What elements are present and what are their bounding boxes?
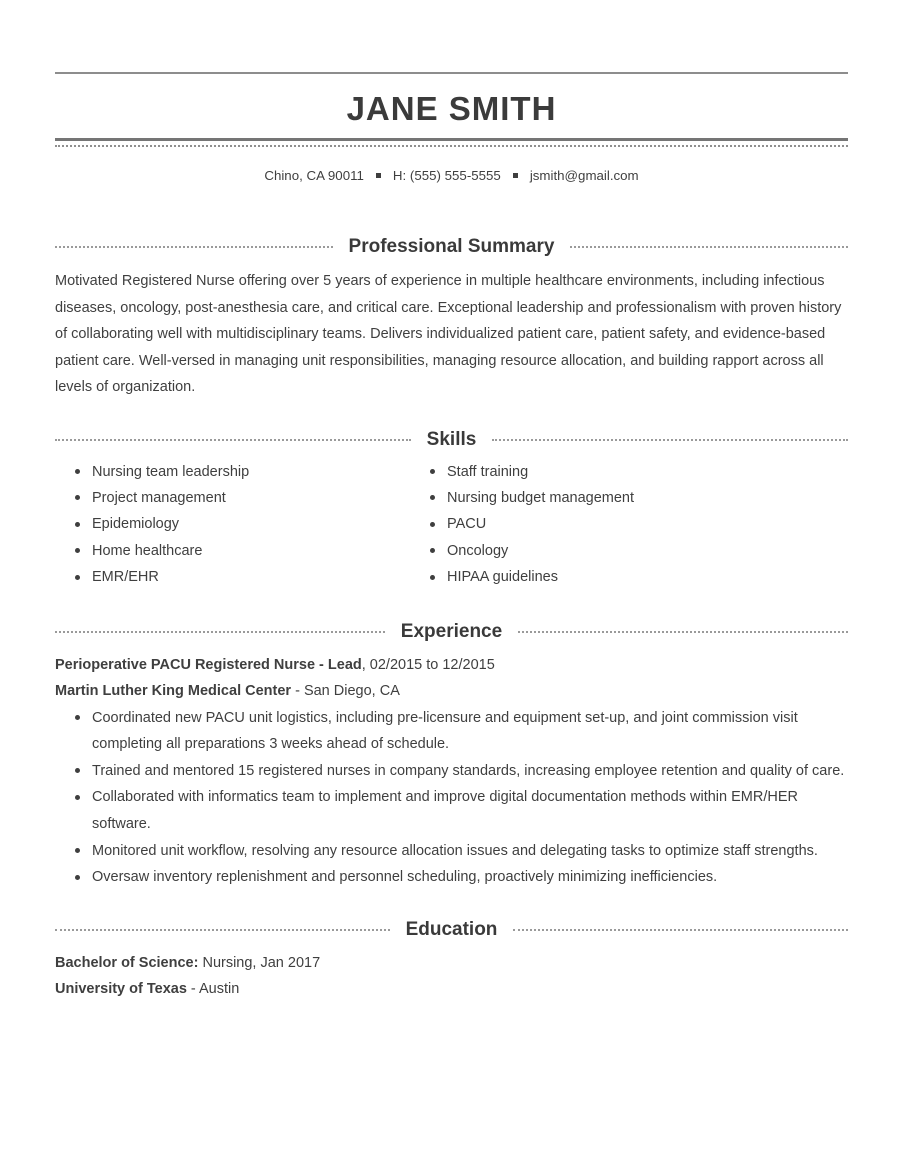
employer-line xyxy=(55,678,848,705)
experience-bullet: Monitored unit workflow, resolving any resource allocation issues and delegating tasks to optimize staff strengths. xyxy=(75,838,848,865)
section-header-experience xyxy=(55,621,848,643)
section-title-experience: Experience xyxy=(400,620,503,642)
section-title-summary: Professional Summary xyxy=(348,236,555,257)
experience-bullet: Coordinated new PACU unit logistics, including pre-licensure and equipment set-up, and joint commission visit completing all preparations 3 weeks ahead of schedule. xyxy=(75,705,848,758)
skills-column-right xyxy=(430,459,848,591)
experience-bullet: Trained and mentored 15 registered nurses in company standards, increasing employee retention and quality of care. xyxy=(75,758,848,785)
dotted-leader xyxy=(55,246,333,248)
school-name: University of Texas xyxy=(55,981,187,998)
degree-line xyxy=(55,950,848,977)
contact-phone: H: (555) 555-5555 xyxy=(392,168,501,183)
dotted-leader xyxy=(492,439,848,441)
school-location: - Austin xyxy=(186,981,240,998)
contact-email: jsmith@gmail.com xyxy=(529,168,639,183)
education-entry xyxy=(55,950,848,1003)
section-header-skills xyxy=(55,429,848,451)
contact-row xyxy=(55,167,848,184)
section-title-skills: Skills xyxy=(426,428,477,450)
dotted-leader xyxy=(55,439,411,441)
section-header-summary xyxy=(55,236,848,258)
square-bullet-icon xyxy=(513,173,518,178)
skill-item: Nursing team leadership xyxy=(75,459,430,485)
dotted-leader xyxy=(570,246,848,248)
skill-item: EMR/EHR xyxy=(75,564,430,590)
employer-location: - San Diego, CA xyxy=(291,683,400,700)
experience-bullet-list xyxy=(55,705,848,891)
section-header-education xyxy=(55,919,848,941)
name-underline-solid xyxy=(55,138,848,141)
skill-item: Nursing budget management xyxy=(430,485,848,511)
employer-name: Martin Luther King Medical Center xyxy=(55,683,292,700)
degree-name: Bachelor of Science: xyxy=(55,954,199,971)
dotted-leader xyxy=(513,929,848,931)
job-dates: , 02/2015 to 12/2015 xyxy=(361,656,495,673)
experience-entry xyxy=(55,652,848,891)
resume-content xyxy=(0,72,900,1003)
dotted-leader xyxy=(55,631,385,633)
dotted-leader xyxy=(55,929,390,931)
square-bullet-icon xyxy=(376,173,381,178)
dotted-leader xyxy=(518,631,848,633)
summary-paragraph: Motivated Registered Nurse offering over 5 years of experience in multiple healthcare environments, including infectious diseases, oncology, post-anesthesia care, and critical care. Exceptional leadership and professionalism with proven history of collaborating well with multidisciplinary teams. Delivers individualized patient care, patient safety, and evidence-based patient care. Well-versed in managing unit responsibilities, managing resource allocation, and building rapport across all levels of organization. xyxy=(55,273,842,395)
skill-item: Staff training xyxy=(430,459,848,485)
contact-location: Chino, CA 90011 xyxy=(264,168,364,183)
skills-column-left xyxy=(75,459,430,591)
top-rule xyxy=(55,72,848,74)
skill-item: Project management xyxy=(75,485,430,511)
skill-item: PACU xyxy=(430,511,848,537)
degree-details: Nursing, Jan 2017 xyxy=(198,954,321,971)
job-title: Perioperative PACU Registered Nurse - Lead xyxy=(55,656,362,673)
job-title-line xyxy=(55,652,848,679)
skill-item: HIPAA guidelines xyxy=(430,564,848,590)
experience-bullet: Oversaw inventory replenishment and personnel scheduling, proactively minimizing inefficiencies. xyxy=(75,864,848,891)
skills-columns xyxy=(55,459,848,591)
person-name: JANE SMITH xyxy=(346,90,557,127)
skill-item: Home healthcare xyxy=(75,538,430,564)
skill-item: Oncology xyxy=(430,538,848,564)
school-line xyxy=(55,976,848,1003)
experience-bullet: Collaborated with informatics team to implement and improve digital documentation methods within EMR/HER software. xyxy=(75,784,848,837)
name-underline-dotted xyxy=(55,145,848,147)
section-title-education: Education xyxy=(405,918,498,940)
skill-item: Epidemiology xyxy=(75,511,430,537)
